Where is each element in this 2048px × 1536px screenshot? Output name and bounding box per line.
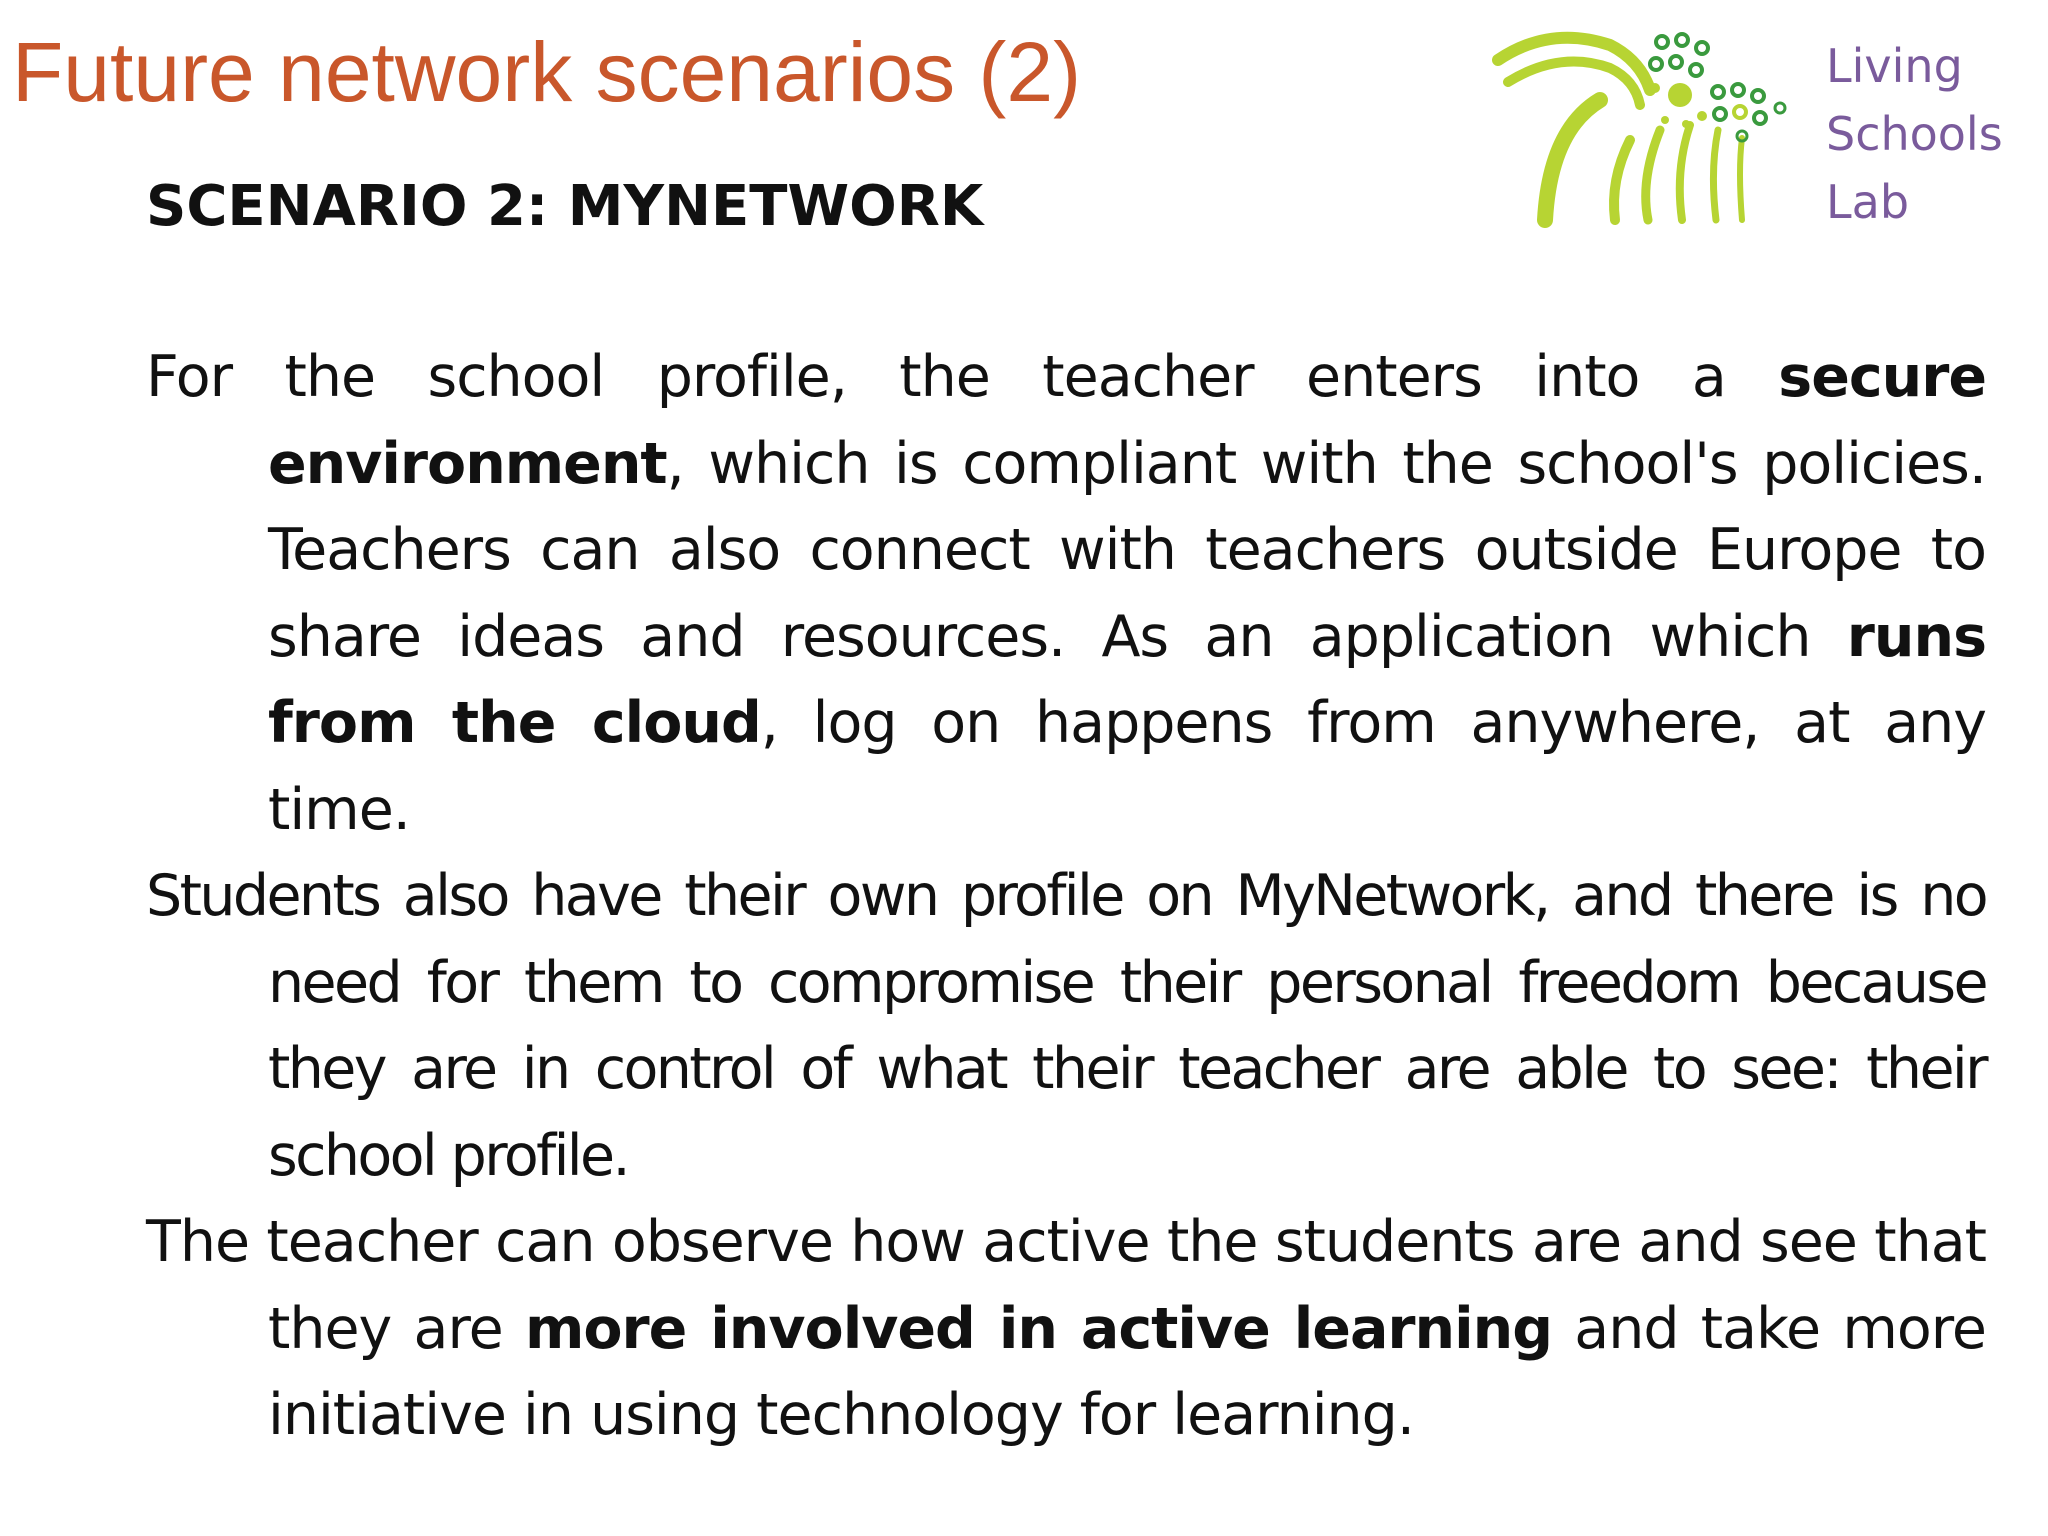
slide-title: Future network scenarios (2)	[12, 25, 1082, 119]
text-run: The teacher can observe how active the students are and see that they are	[146, 1209, 1986, 1362]
bold-run: more involved in active learning	[524, 1295, 1553, 1362]
scenario-heading: SCENARIO 2: MYNETWORK	[146, 174, 984, 239]
slide-body	[146, 334, 1986, 1459]
paragraph-student-profile	[146, 853, 1986, 1199]
text-run: Students also have their own profile on MyNetwork, and there is no need for them to compromise their personal freedom because they are in control of what their teacher are able to see: their school profile.	[146, 863, 1986, 1189]
paragraph-teacher-observe	[146, 1199, 1986, 1459]
logo-wordmark	[1826, 32, 2003, 236]
text-run: , which is compliant with the school's policies. Teachers can also connect with teachers outside Europe to share ideas and resources. As an application which	[268, 430, 1986, 670]
text-run: and take more initiative in using technology for learning.	[268, 1295, 1986, 1448]
living-schools-lab-logo	[1490, 20, 2010, 240]
logo-line-living: Living	[1826, 39, 1963, 93]
paragraph-teacher-profile	[146, 334, 1986, 853]
logo-arcs-icon	[1490, 20, 1830, 240]
logo-line-schools: Schools	[1826, 107, 2003, 161]
bold-run: runs from the cloud	[268, 603, 1986, 756]
text-run: , log on happens from anywhere, at any time.	[268, 690, 1986, 843]
bold-run: secure environment	[268, 344, 1986, 497]
logo-line-lab: Lab	[1826, 175, 1910, 229]
text-run: For the school profile, the teacher enters into a	[146, 344, 1779, 410]
